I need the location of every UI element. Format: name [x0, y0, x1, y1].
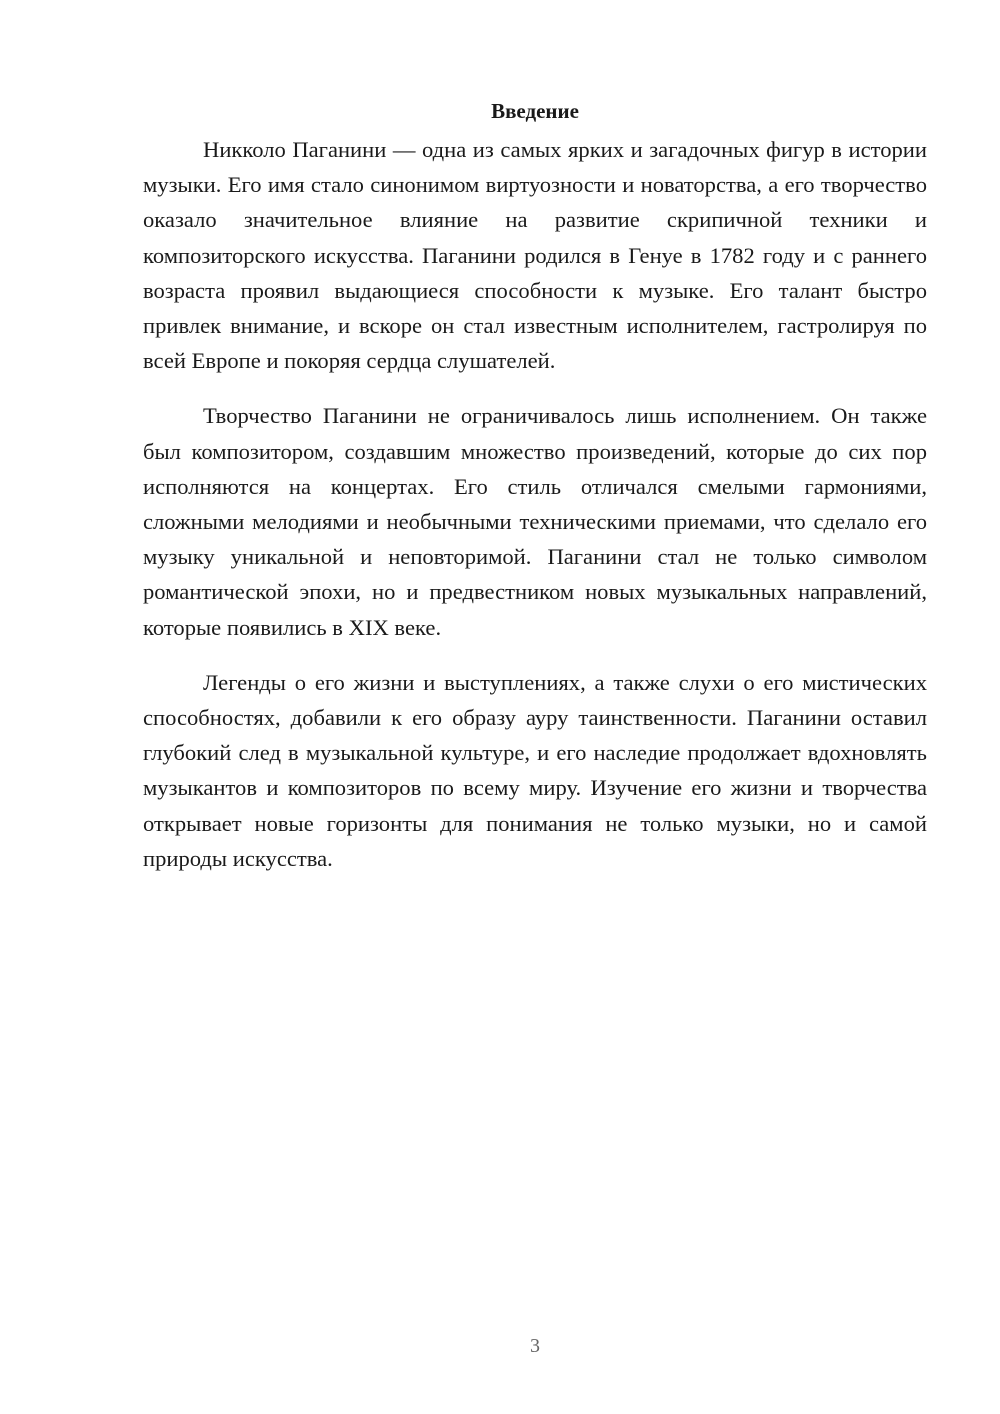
page-number: 3 [530, 1335, 540, 1357]
page-content [143, 96, 927, 896]
paragraph-creativity: Творчество Паганини не ограничивалось лишь исполнением. Он также был композитором, создавшим множество произведений, которые до сих пор исполняются на концертах. Его стиль отличался смелыми гармониями, сложными мелодиями и необычными техническими приемами, что сделало его музыку уникальной и неповторимой. Паганини стал не только символом романтической эпохи, но и предвестником новых музыкальных направлений, которые появились в XIX веке. [143, 403, 927, 640]
section-heading: Введение [491, 99, 579, 123]
paragraph-legends: Легенды о его жизни и выступлениях, а также слухи о его мистических способностях, добавили к его образу ауру таинственности. Паганини оставил глубокий след в музыкальной культуре, и его наследие продолжает вдохновлять музыкантов и композиторов по всему миру. Изучение его жизни и творчества открывает новые горизонты для понимания не только музыки, но и самой природы искусства. [143, 669, 927, 871]
paragraph-intro: Никколо Паганини — одна из самых ярких и загадочных фигур в истории музыки. Его имя стало синонимом виртуозности и новаторства, а его творчество оказало значительное влияние на развитие скрипичной техники и композиторского искусства. Паганини родился в Генуе в 1782 году и с раннего возраста проявил выдающиеся способности к музыке. Его талант быстро привлек внимание, и вскоре он стал известным исполнителем, гастролируя по всей Европе и покоряя сердца слушателей. [143, 137, 927, 374]
